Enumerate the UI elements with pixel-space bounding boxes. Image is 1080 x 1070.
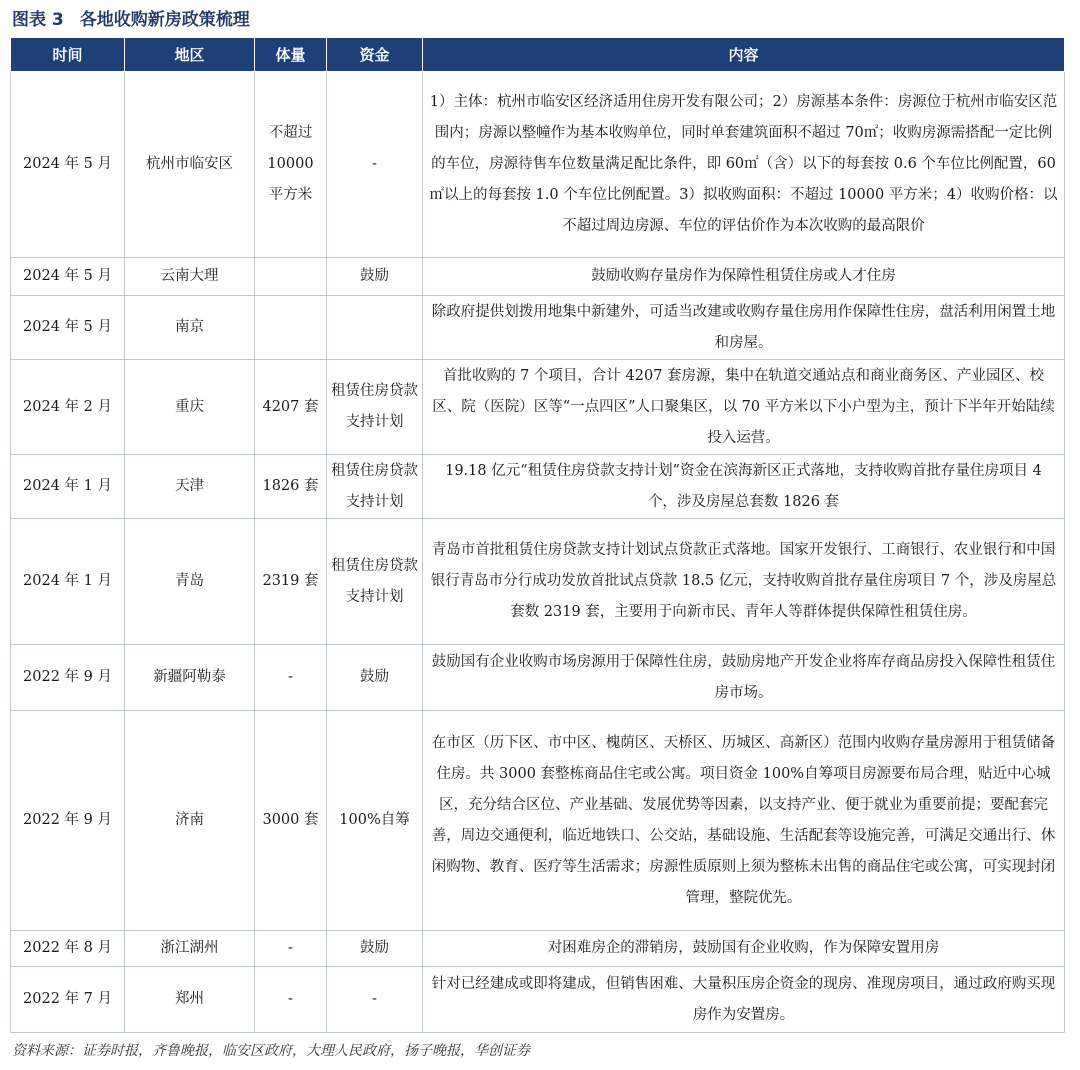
cell-fund: 100%自筹 [327, 711, 423, 931]
cell-fund: 鼓励 [327, 258, 423, 296]
cell-time: 2024 年 2 月 [11, 360, 125, 455]
cell-content: 首批收购的 7 个项目，合计 4207 套房源，集中在轨道交通站点和商业商务区、产业园区、校区、院（医院）区等“一点四区”人口聚集区，以 70 平方米以下小户型为主，预计下半年开始陆续投入运营。 [423, 360, 1065, 455]
cell-region: 济南 [125, 711, 255, 931]
cell-time: 2024 年 5 月 [11, 72, 125, 258]
cell-time: 2022 年 7 月 [11, 967, 125, 1033]
table-header-row [11, 38, 1065, 72]
table-row [11, 645, 1065, 711]
cell-content: 针对已经建成或即将建成，但销售困难、大量积压房企资金的现房、准现房项目，通过政府购买现房作为安置房。 [423, 967, 1065, 1033]
cell-volume: 2319 套 [255, 519, 327, 645]
cell-time: 2022 年 8 月 [11, 931, 125, 967]
header-time: 时间 [11, 38, 125, 72]
header-region: 地区 [125, 38, 255, 72]
table-row [11, 711, 1065, 931]
cell-content: 除政府提供划拨用地集中新建外，可适当改建或收购存量住房用作保障性住房，盘活利用闲置土地和房屋。 [423, 296, 1065, 360]
cell-region: 云南大理 [125, 258, 255, 296]
cell-time: 2022 年 9 月 [11, 645, 125, 711]
cell-time: 2024 年 5 月 [11, 296, 125, 360]
policy-table [10, 37, 1065, 1033]
cell-content: 19.18 亿元“租赁住房贷款支持计划”资金在滨海新区正式落地，支持收购首批存量住房项目 4 个，涉及房屋总套数 1826 套 [423, 455, 1065, 519]
cell-fund: 鼓励 [327, 931, 423, 967]
cell-fund: 租赁住房贷款支持计划 [327, 519, 423, 645]
cell-fund [327, 296, 423, 360]
cell-volume: - [255, 645, 327, 711]
header-content: 内容 [423, 38, 1065, 72]
cell-fund: - [327, 967, 423, 1033]
figure-label: 图表 3 [12, 10, 64, 30]
cell-volume: 4207 套 [255, 360, 327, 455]
cell-fund: 租赁住房贷款支持计划 [327, 455, 423, 519]
header-fund: 资金 [327, 38, 423, 72]
figure-title-text: 各地收购新房政策梳理 [79, 10, 250, 30]
cell-volume [255, 258, 327, 296]
cell-time: 2024 年 1 月 [11, 519, 125, 645]
cell-content: 1）主体：杭州市临安区经济适用住房开发有限公司；2）房源基本条件：房源位于杭州市临安区范围内；房源以整幢作为基本收购单位，同时单套建筑面积不超过 70㎡；收购房源需搭配一定比例的车位，房源待售车位数量满足配比条件，即 60㎡（含）以下的每套按 0.6 个车位比例配置，60㎡以上的每套按 1.0 个车位比例配置。3）拟收购面积：不超过 10000 平方米；4）收购价格：以不超过周边房源、车位的评估价作为本次收购的最高限价 [423, 72, 1065, 258]
cell-region: 南京 [125, 296, 255, 360]
cell-region: 浙江湖州 [125, 931, 255, 967]
table-row [11, 519, 1065, 645]
table-row [11, 967, 1065, 1033]
cell-time: 2024 年 1 月 [11, 455, 125, 519]
cell-region: 天津 [125, 455, 255, 519]
cell-volume: 1826 套 [255, 455, 327, 519]
cell-region: 新疆阿勒泰 [125, 645, 255, 711]
cell-volume: - [255, 931, 327, 967]
cell-content: 鼓励收购存量房作为保障性租赁住房或人才住房 [423, 258, 1065, 296]
table-row [11, 360, 1065, 455]
cell-fund: 鼓励 [327, 645, 423, 711]
cell-volume [255, 296, 327, 360]
cell-content: 鼓励国有企业收购市场房源用于保障性住房，鼓励房地产开发企业将库存商品房投入保障性租赁住房市场。 [423, 645, 1065, 711]
cell-volume: 不超过10000平方米 [255, 72, 327, 258]
table-row [11, 931, 1065, 967]
cell-region: 重庆 [125, 360, 255, 455]
cell-volume: - [255, 967, 327, 1033]
table-row [11, 258, 1065, 296]
cell-region: 杭州市临安区 [125, 72, 255, 258]
cell-content: 青岛市首批租赁住房贷款支持计划试点贷款正式落地。国家开发银行、工商银行、农业银行和中国银行青岛市分行成功发放首批试点贷款 18.5 亿元，支持收购首批存量住房项目 7 个，涉及房屋总套数 2319 套，主要用于向新市民、青年人等群体提供保障性租赁住房。 [423, 519, 1065, 645]
table-row [11, 72, 1065, 258]
source-note: 资料来源：证券时报，齐鲁晚报，临安区政府，大理人民政府，扬子晚报，华创证券 [12, 1043, 530, 1059]
table-row [11, 296, 1065, 360]
table-row [11, 455, 1065, 519]
figure-title [12, 6, 250, 34]
cell-region: 青岛 [125, 519, 255, 645]
cell-time: 2022 年 9 月 [11, 711, 125, 931]
cell-volume: 3000 套 [255, 711, 327, 931]
cell-fund: - [327, 72, 423, 258]
cell-content: 对困难房企的滞销房，鼓励国有企业收购，作为保障安置用房 [423, 931, 1065, 967]
cell-time: 2024 年 5 月 [11, 258, 125, 296]
header-volume: 体量 [255, 38, 327, 72]
cell-content: 在市区（历下区、市中区、槐荫区、天桥区、历城区、高新区）范围内收购存量房源用于租赁储备住房。共 3000 套整栋商品住宅或公寓。项目资金 100%自筹项目房源要布局合理，贴近中心城区，充分结合区位、产业基础、发展优势等因素，以支持产业、便于就业为重要前提；要配套完善，周边交通便利，临近地铁口、公交站，基础设施、生活配套等设施完善，可满足交通出行、休闲购物、教育、医疗等生活需求；房源性质原则上须为整栋未出售的商品住宅或公寓，可实现封闭管理，整院优先。 [423, 711, 1065, 931]
cell-fund: 租赁住房贷款支持计划 [327, 360, 423, 455]
cell-region: 郑州 [125, 967, 255, 1033]
